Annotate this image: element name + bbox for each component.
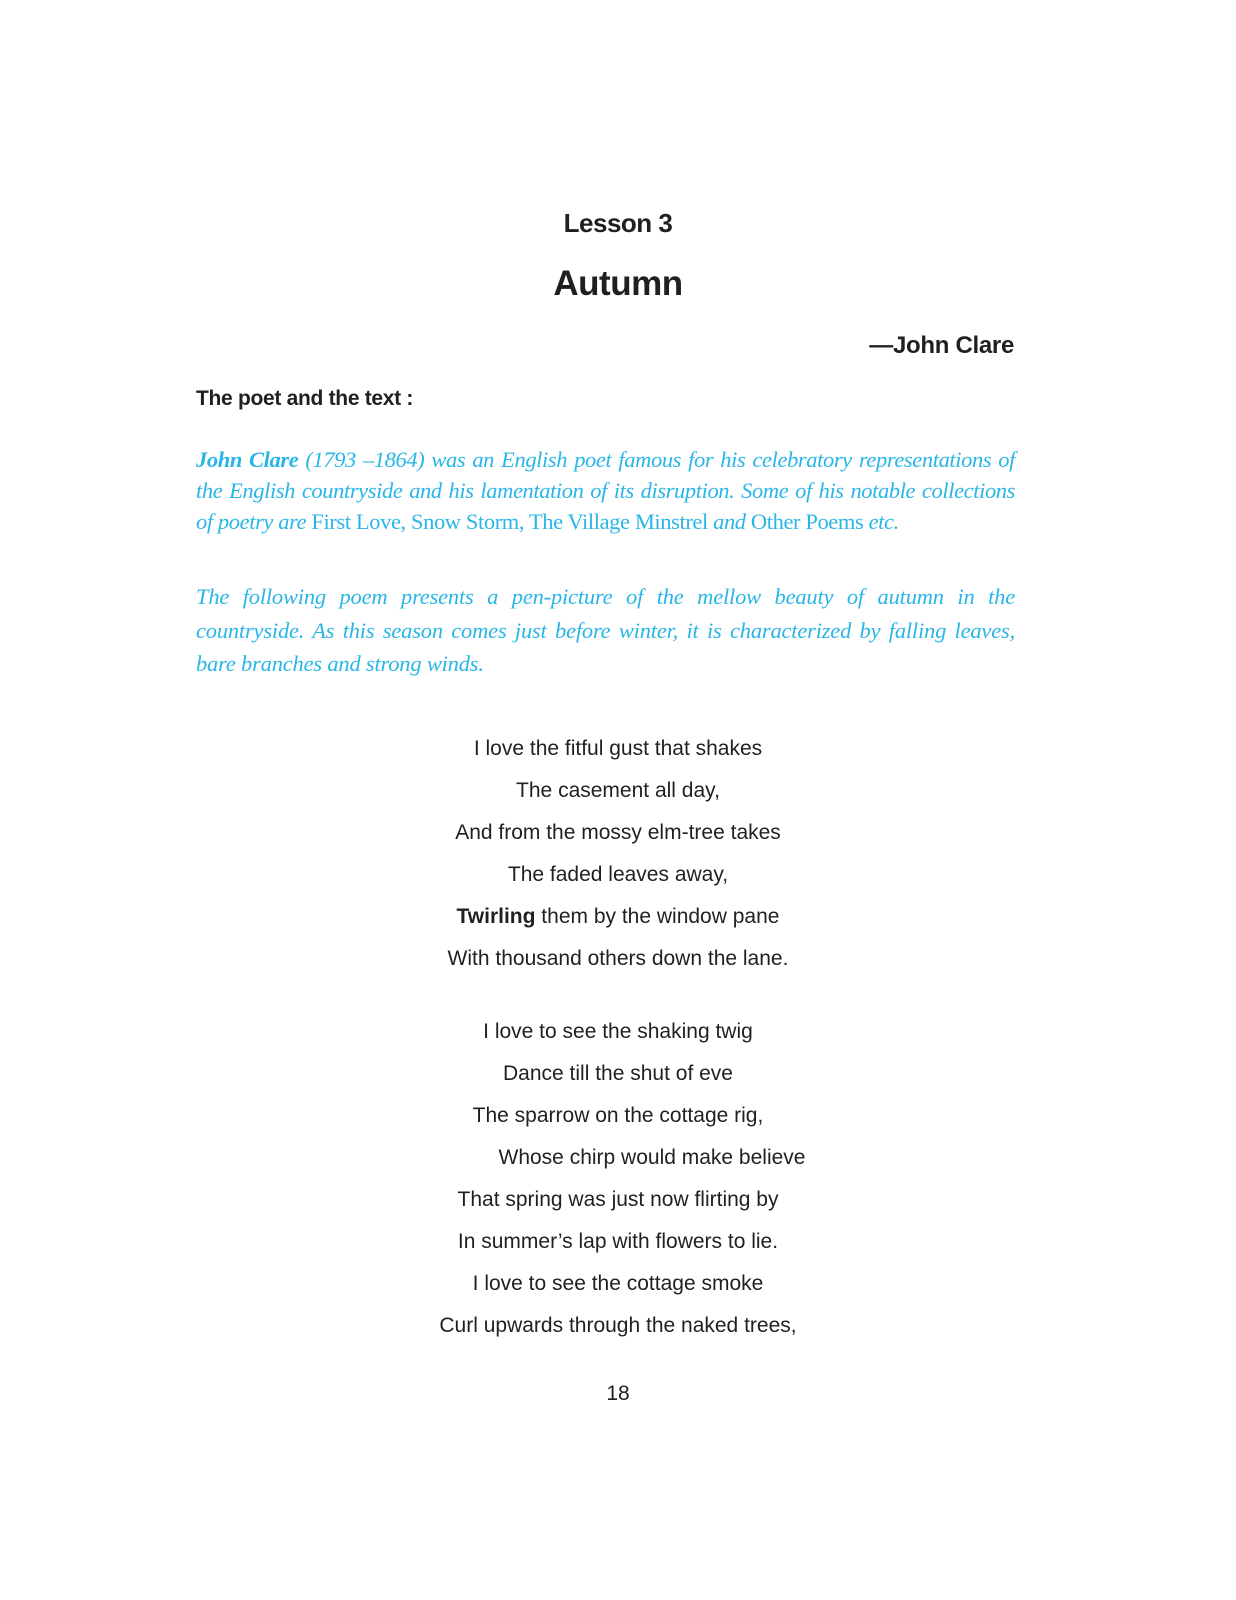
poem-line: With thousand others down the lane.	[447, 947, 789, 970]
poem-line: The casement all day,	[516, 779, 720, 802]
intro-paragraph-poem: The following poem presents a pen-picture of the mellow beauty of autumn in the countryside. As this season comes just before winter, it is characterized by falling leaves, bare branches and strong winds.	[196, 584, 1015, 676]
section-heading: The poet and the text :	[196, 387, 414, 410]
poem-line: That spring was just now flirting by	[457, 1188, 779, 1211]
poem-author: —John Clare	[869, 332, 1014, 359]
poem-stanza-1	[0, 734, 1236, 986]
intro-text-b: etc.	[863, 509, 899, 534]
poem-line: Curl upwards through the naked trees,	[439, 1314, 797, 1337]
intro-and: and	[707, 509, 751, 534]
works-list-2: Other Poems	[750, 509, 864, 534]
poem-line: Dance till the shut of eve	[503, 1062, 733, 1085]
works-list-1: First Love, Snow Storm, The Village Minstrel	[311, 509, 708, 534]
poem-line: In summer’s lap with flowers to lie.	[457, 1230, 779, 1253]
lesson-number: Lesson 3	[563, 208, 673, 238]
poem-line: The faded leaves away,	[507, 863, 729, 886]
poet-name: John Clare	[196, 447, 299, 472]
glossary-word: Twirling	[456, 905, 536, 928]
poem-line-rest: them by the window pane	[535, 905, 780, 928]
poem-line	[0, 902, 1236, 944]
poem-line: Whose chirp would make believe	[498, 1146, 806, 1169]
poem-line: I love to see the cottage smoke	[472, 1272, 764, 1295]
poem-stanza-2	[0, 1017, 1236, 1353]
intro-text-a: (1793 –1864) was an English poet famous for his celebratory representations of the English countryside and his lamentation of its disruption. Some of his notable collections of poetry are	[196, 447, 1015, 534]
intro-paragraph-poet	[196, 444, 1015, 537]
poem-line: And from the mossy elm-tree takes	[455, 821, 781, 844]
poem-line: I love the fitful gust that shakes	[473, 737, 763, 760]
page-number: 18	[606, 1382, 630, 1405]
poem-line: I love to see the shaking twig	[483, 1020, 753, 1043]
poem-title: Autumn	[553, 264, 683, 303]
poem-line: The sparrow on the cottage rig,	[472, 1104, 764, 1127]
